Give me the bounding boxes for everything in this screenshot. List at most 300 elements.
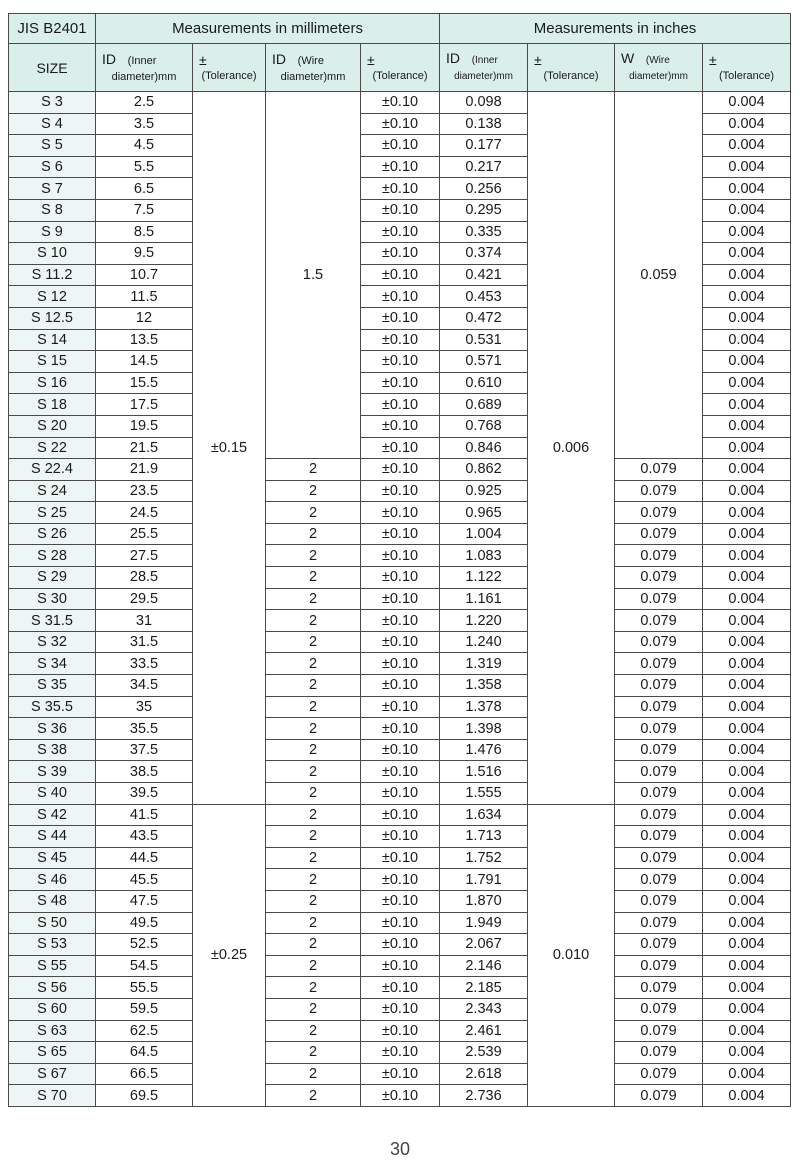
inch-wire-cell: 0.079 bbox=[615, 739, 703, 761]
inch-wire-tolerance-cell: 0.004 bbox=[703, 718, 791, 740]
inch-wire-tolerance-cell: 0.004 bbox=[703, 264, 791, 286]
mm-id-cell: 8.5 bbox=[96, 221, 193, 243]
inch-id-cell: 0.295 bbox=[440, 199, 528, 221]
inch-wire-tolerance-cell: 0.004 bbox=[703, 631, 791, 653]
size-cell: S 36 bbox=[9, 718, 96, 740]
size-cell: S 8 bbox=[9, 199, 96, 221]
mm-wire-tolerance-cell: ±0.10 bbox=[361, 437, 440, 459]
table-row bbox=[9, 934, 791, 956]
inch-id-cell: 1.378 bbox=[440, 696, 528, 718]
size-cell: S 9 bbox=[9, 221, 96, 243]
mm-id-cell: 35 bbox=[96, 696, 193, 718]
inch-wire-tolerance-cell: 0.004 bbox=[703, 178, 791, 200]
inch-wire-cell: 0.079 bbox=[615, 567, 703, 589]
inch-wire-cell: 0.079 bbox=[615, 480, 703, 502]
inch-wire-cell: 0.079 bbox=[615, 955, 703, 977]
table-row bbox=[9, 718, 791, 740]
inch-id-cell: 2.539 bbox=[440, 1042, 528, 1064]
table-row bbox=[9, 869, 791, 891]
size-cell: S 48 bbox=[9, 890, 96, 912]
size-cell: S 10 bbox=[9, 243, 96, 265]
table-row bbox=[9, 1063, 791, 1085]
inch-wire-tolerance-cell: 0.004 bbox=[703, 847, 791, 869]
mm-wire-cell: 2 bbox=[266, 912, 361, 934]
mm-id-cell: 62.5 bbox=[96, 1020, 193, 1042]
size-cell: S 22 bbox=[9, 437, 96, 459]
inch-wire-tolerance-cell: 0.004 bbox=[703, 890, 791, 912]
inch-id-cell: 2.185 bbox=[440, 977, 528, 999]
mm-wire-tolerance-cell: ±0.10 bbox=[361, 826, 440, 848]
mm-id-cell: 24.5 bbox=[96, 502, 193, 524]
mm-wire-cell: 2 bbox=[266, 1020, 361, 1042]
size-cell: S 5 bbox=[9, 135, 96, 157]
standard-label: JIS B2401 bbox=[9, 14, 96, 44]
inch-wire-cell: 0.079 bbox=[615, 696, 703, 718]
mm-id-cell: 25.5 bbox=[96, 523, 193, 545]
size-cell: S 35 bbox=[9, 675, 96, 697]
table-header bbox=[9, 14, 791, 92]
mm-tolerance-merged: ±0.25 bbox=[193, 804, 266, 1106]
inch-wire-cell: 0.079 bbox=[615, 783, 703, 805]
inch-wire-merged: 0.059 bbox=[615, 92, 703, 459]
mm-wire-tolerance-cell: ±0.10 bbox=[361, 459, 440, 481]
mm-wire-tolerance-cell: ±0.10 bbox=[361, 696, 440, 718]
inch-id-cell: 0.374 bbox=[440, 243, 528, 265]
size-cell: S 46 bbox=[9, 869, 96, 891]
inch-tolerance-header: ± (Tolerance) bbox=[528, 44, 615, 92]
size-cell: S 25 bbox=[9, 502, 96, 524]
size-cell: S 53 bbox=[9, 934, 96, 956]
mm-wire-cell: 2 bbox=[266, 610, 361, 632]
size-cell: S 12 bbox=[9, 286, 96, 308]
inch-id-cell: 2.343 bbox=[440, 998, 528, 1020]
mm-id-cell: 33.5 bbox=[96, 653, 193, 675]
inch-id-cell: 1.752 bbox=[440, 847, 528, 869]
mm-wire-tolerance-cell: ±0.10 bbox=[361, 545, 440, 567]
table-row bbox=[9, 523, 791, 545]
inch-wire-header: W (Wire diameter)mm bbox=[615, 44, 703, 92]
mm-id-cell: 2.5 bbox=[96, 92, 193, 114]
mm-wire-cell: 2 bbox=[266, 847, 361, 869]
table-row bbox=[9, 1085, 791, 1107]
inch-wire-tolerance-cell: 0.004 bbox=[703, 826, 791, 848]
size-cell: S 31.5 bbox=[9, 610, 96, 632]
table-row bbox=[9, 92, 791, 114]
mm-id-cell: 13.5 bbox=[96, 329, 193, 351]
size-cell: S 67 bbox=[9, 1063, 96, 1085]
mm-wire-cell: 2 bbox=[266, 804, 361, 826]
mm-wire-tolerance-cell: ±0.10 bbox=[361, 135, 440, 157]
inch-id-cell: 0.965 bbox=[440, 502, 528, 524]
inch-tolerance-merged: 0.006 bbox=[528, 92, 615, 805]
table-row bbox=[9, 631, 791, 653]
inch-id-cell: 0.846 bbox=[440, 437, 528, 459]
inch-id-cell: 0.768 bbox=[440, 415, 528, 437]
inch-id-cell: 1.634 bbox=[440, 804, 528, 826]
mm-wire-tolerance-cell: ±0.10 bbox=[361, 675, 440, 697]
inch-wire-tolerance-cell: 0.004 bbox=[703, 567, 791, 589]
mm-id-cell: 23.5 bbox=[96, 480, 193, 502]
inch-wire-tolerance-cell: 0.004 bbox=[703, 307, 791, 329]
mm-wire-cell: 2 bbox=[266, 502, 361, 524]
mm-wire-tolerance-cell: ±0.10 bbox=[361, 739, 440, 761]
mm-wire-tolerance-cell: ±0.10 bbox=[361, 934, 440, 956]
size-cell: S 28 bbox=[9, 545, 96, 567]
inch-id-cell: 1.555 bbox=[440, 783, 528, 805]
mm-id-cell: 41.5 bbox=[96, 804, 193, 826]
table-row bbox=[9, 783, 791, 805]
inch-wire-tolerance-cell: 0.004 bbox=[703, 696, 791, 718]
inch-wire-cell: 0.079 bbox=[615, 1020, 703, 1042]
inch-id-cell: 2.067 bbox=[440, 934, 528, 956]
mm-id-cell: 4.5 bbox=[96, 135, 193, 157]
mm-id-cell: 66.5 bbox=[96, 1063, 193, 1085]
table-row bbox=[9, 675, 791, 697]
table-row bbox=[9, 847, 791, 869]
mm-id-cell: 7.5 bbox=[96, 199, 193, 221]
inch-id-cell: 1.516 bbox=[440, 761, 528, 783]
mm-wire-tolerance-cell: ±0.10 bbox=[361, 199, 440, 221]
mm-id-cell: 15.5 bbox=[96, 372, 193, 394]
size-cell: S 44 bbox=[9, 826, 96, 848]
inch-wire-tolerance-cell: 0.004 bbox=[703, 1085, 791, 1107]
jis-b2401-size-table bbox=[8, 13, 791, 1107]
mm-id-cell: 69.5 bbox=[96, 1085, 193, 1107]
inch-id-cell: 2.146 bbox=[440, 955, 528, 977]
inch-wire-tolerance-cell: 0.004 bbox=[703, 588, 791, 610]
inch-wire-tolerance-cell: 0.004 bbox=[703, 761, 791, 783]
mm-wire-cell: 2 bbox=[266, 955, 361, 977]
table-row bbox=[9, 588, 791, 610]
mm-id-cell: 54.5 bbox=[96, 955, 193, 977]
mm-wire-tolerance-cell: ±0.10 bbox=[361, 243, 440, 265]
size-cell: S 45 bbox=[9, 847, 96, 869]
mm-id-cell: 45.5 bbox=[96, 869, 193, 891]
mm-id-cell: 35.5 bbox=[96, 718, 193, 740]
size-cell: S 39 bbox=[9, 761, 96, 783]
mm-wire-tolerance-cell: ±0.10 bbox=[361, 113, 440, 135]
inch-wire-tolerance-cell: 0.004 bbox=[703, 523, 791, 545]
mm-id-cell: 19.5 bbox=[96, 415, 193, 437]
mm-id-cell: 28.5 bbox=[96, 567, 193, 589]
mm-wire-tolerance-cell: ±0.10 bbox=[361, 998, 440, 1020]
mm-wire-cell: 2 bbox=[266, 783, 361, 805]
size-cell: S 24 bbox=[9, 480, 96, 502]
inch-id-cell: 0.571 bbox=[440, 351, 528, 373]
size-cell: S 40 bbox=[9, 783, 96, 805]
mm-wire-merged: 1.5 bbox=[266, 92, 361, 459]
inch-id-header: ID (Inner diameter)mm bbox=[440, 44, 528, 92]
inch-wire-cell: 0.079 bbox=[615, 890, 703, 912]
mm-wire-cell: 2 bbox=[266, 696, 361, 718]
inch-wire-tolerance-cell: 0.004 bbox=[703, 998, 791, 1020]
mm-id-cell: 27.5 bbox=[96, 545, 193, 567]
mm-wire-tolerance-cell: ±0.10 bbox=[361, 286, 440, 308]
size-cell: S 30 bbox=[9, 588, 96, 610]
size-cell: S 60 bbox=[9, 998, 96, 1020]
inch-id-cell: 1.358 bbox=[440, 675, 528, 697]
mm-id-cell: 29.5 bbox=[96, 588, 193, 610]
inch-id-cell: 1.713 bbox=[440, 826, 528, 848]
inch-wire-cell: 0.079 bbox=[615, 545, 703, 567]
size-cell: S 32 bbox=[9, 631, 96, 653]
mm-id-cell: 38.5 bbox=[96, 761, 193, 783]
size-cell: S 55 bbox=[9, 955, 96, 977]
mm-tolerance-header: ± (Tolerance) bbox=[193, 44, 266, 92]
inch-wire-tolerance-cell: 0.004 bbox=[703, 199, 791, 221]
inch-wire-cell: 0.079 bbox=[615, 804, 703, 826]
inch-group-header: Measurements in inches bbox=[440, 14, 791, 44]
mm-wire-tolerance-cell: ±0.10 bbox=[361, 307, 440, 329]
table-row bbox=[9, 545, 791, 567]
mm-wire-cell: 2 bbox=[266, 653, 361, 675]
inch-id-cell: 2.461 bbox=[440, 1020, 528, 1042]
inch-wire-cell: 0.079 bbox=[615, 826, 703, 848]
size-header: SIZE bbox=[9, 44, 96, 92]
mm-wire-cell: 2 bbox=[266, 761, 361, 783]
inch-id-cell: 1.791 bbox=[440, 869, 528, 891]
inch-wire-cell: 0.079 bbox=[615, 1063, 703, 1085]
inch-wire-tolerance-cell: 0.004 bbox=[703, 437, 791, 459]
inch-wire-tolerance-cell: 0.004 bbox=[703, 653, 791, 675]
inch-wire-tolerance-cell: 0.004 bbox=[703, 545, 791, 567]
mm-id-cell: 39.5 bbox=[96, 783, 193, 805]
table-row bbox=[9, 1020, 791, 1042]
mm-wire-cell: 2 bbox=[266, 523, 361, 545]
inch-id-cell: 1.161 bbox=[440, 588, 528, 610]
inch-wire-cell: 0.079 bbox=[615, 1042, 703, 1064]
mm-wire-cell: 2 bbox=[266, 567, 361, 589]
mm-id-cell: 21.5 bbox=[96, 437, 193, 459]
mm-group-header: Measurements in millimeters bbox=[96, 14, 440, 44]
inch-id-cell: 0.138 bbox=[440, 113, 528, 135]
mm-id-cell: 43.5 bbox=[96, 826, 193, 848]
mm-wire-cell: 2 bbox=[266, 1063, 361, 1085]
table-row bbox=[9, 998, 791, 1020]
inch-id-cell: 1.949 bbox=[440, 912, 528, 934]
mm-id-cell: 37.5 bbox=[96, 739, 193, 761]
inch-id-cell: 2.736 bbox=[440, 1085, 528, 1107]
inch-wire-tolerance-cell: 0.004 bbox=[703, 372, 791, 394]
mm-wire-tolerance-cell: ±0.10 bbox=[361, 955, 440, 977]
mm-wire-cell: 2 bbox=[266, 675, 361, 697]
inch-wire-tolerance-cell: 0.004 bbox=[703, 783, 791, 805]
inch-id-cell: 0.177 bbox=[440, 135, 528, 157]
mm-id-header: ID (Inner diameter)mm bbox=[96, 44, 193, 92]
size-cell: S 7 bbox=[9, 178, 96, 200]
inch-wire-cell: 0.079 bbox=[615, 869, 703, 891]
inch-wire-tolerance-cell: 0.004 bbox=[703, 869, 791, 891]
mm-wire-tolerance-cell: ±0.10 bbox=[361, 264, 440, 286]
mm-id-cell: 12 bbox=[96, 307, 193, 329]
mm-wire-tolerance-cell: ±0.10 bbox=[361, 329, 440, 351]
mm-wire-tolerance-cell: ±0.10 bbox=[361, 394, 440, 416]
mm-wire-tolerance-cell: ±0.10 bbox=[361, 415, 440, 437]
mm-id-cell: 44.5 bbox=[96, 847, 193, 869]
table-row bbox=[9, 459, 791, 481]
mm-wire-tolerance-cell: ±0.10 bbox=[361, 92, 440, 114]
inch-id-cell: 0.453 bbox=[440, 286, 528, 308]
inch-id-cell: 1.476 bbox=[440, 739, 528, 761]
mm-wire-tolerance-cell: ±0.10 bbox=[361, 653, 440, 675]
mm-tolerance-merged: ±0.15 bbox=[193, 92, 266, 805]
mm-wire-tolerance-cell: ±0.10 bbox=[361, 588, 440, 610]
table-row bbox=[9, 610, 791, 632]
table-row bbox=[9, 977, 791, 999]
mm-wire-cell: 2 bbox=[266, 890, 361, 912]
inch-wire-cell: 0.079 bbox=[615, 675, 703, 697]
inch-wire-tolerance-cell: 0.004 bbox=[703, 934, 791, 956]
mm-id-cell: 64.5 bbox=[96, 1042, 193, 1064]
table-row bbox=[9, 1042, 791, 1064]
mm-wire-header: ID (Wire diameter)mm bbox=[266, 44, 361, 92]
mm-id-cell: 6.5 bbox=[96, 178, 193, 200]
size-cell: S 3 bbox=[9, 92, 96, 114]
mm-id-cell: 55.5 bbox=[96, 977, 193, 999]
inch-id-cell: 1.004 bbox=[440, 523, 528, 545]
mm-wire-tolerance-header: ± (Tolerance) bbox=[361, 44, 440, 92]
inch-wire-cell: 0.079 bbox=[615, 610, 703, 632]
inch-id-cell: 1.398 bbox=[440, 718, 528, 740]
inch-wire-tolerance-cell: 0.004 bbox=[703, 92, 791, 114]
inch-wire-tolerance-cell: 0.004 bbox=[703, 739, 791, 761]
mm-wire-tolerance-cell: ±0.10 bbox=[361, 783, 440, 805]
table-row bbox=[9, 890, 791, 912]
mm-id-cell: 9.5 bbox=[96, 243, 193, 265]
inch-wire-cell: 0.079 bbox=[615, 934, 703, 956]
inch-wire-tolerance-cell: 0.004 bbox=[703, 1020, 791, 1042]
mm-id-cell: 3.5 bbox=[96, 113, 193, 135]
mm-wire-tolerance-cell: ±0.10 bbox=[361, 890, 440, 912]
mm-id-cell: 11.5 bbox=[96, 286, 193, 308]
mm-id-cell: 10.7 bbox=[96, 264, 193, 286]
size-cell: S 63 bbox=[9, 1020, 96, 1042]
inch-id-cell: 1.240 bbox=[440, 631, 528, 653]
mm-wire-cell: 2 bbox=[266, 934, 361, 956]
mm-wire-tolerance-cell: ±0.10 bbox=[361, 221, 440, 243]
inch-wire-tolerance-cell: 0.004 bbox=[703, 135, 791, 157]
mm-wire-tolerance-cell: ±0.10 bbox=[361, 847, 440, 869]
size-cell: S 6 bbox=[9, 156, 96, 178]
mm-wire-cell: 2 bbox=[266, 977, 361, 999]
size-cell: S 34 bbox=[9, 653, 96, 675]
inch-wire-cell: 0.079 bbox=[615, 912, 703, 934]
table-row bbox=[9, 696, 791, 718]
mm-wire-tolerance-cell: ±0.10 bbox=[361, 1020, 440, 1042]
inch-wire-cell: 0.079 bbox=[615, 631, 703, 653]
inch-wire-tolerance-cell: 0.004 bbox=[703, 1042, 791, 1064]
mm-wire-cell: 2 bbox=[266, 588, 361, 610]
inch-id-cell: 1.220 bbox=[440, 610, 528, 632]
size-cell: S 16 bbox=[9, 372, 96, 394]
inch-id-cell: 0.862 bbox=[440, 459, 528, 481]
size-cell: S 38 bbox=[9, 739, 96, 761]
size-cell: S 35.5 bbox=[9, 696, 96, 718]
size-cell: S 26 bbox=[9, 523, 96, 545]
page-number: 30 bbox=[389, 1139, 411, 1159]
table-row bbox=[9, 567, 791, 589]
inch-id-cell: 1.122 bbox=[440, 567, 528, 589]
mm-id-cell: 49.5 bbox=[96, 912, 193, 934]
size-cell: S 11.2 bbox=[9, 264, 96, 286]
table-row bbox=[9, 826, 791, 848]
mm-wire-cell: 2 bbox=[266, 869, 361, 891]
inch-id-cell: 0.472 bbox=[440, 307, 528, 329]
table-row bbox=[9, 804, 791, 826]
mm-wire-tolerance-cell: ±0.10 bbox=[361, 351, 440, 373]
inch-wire-cell: 0.079 bbox=[615, 523, 703, 545]
mm-wire-tolerance-cell: ±0.10 bbox=[361, 372, 440, 394]
inch-wire-tolerance-cell: 0.004 bbox=[703, 459, 791, 481]
mm-id-cell: 47.5 bbox=[96, 890, 193, 912]
mm-id-cell: 52.5 bbox=[96, 934, 193, 956]
inch-wire-tolerance-cell: 0.004 bbox=[703, 156, 791, 178]
inch-id-cell: 0.531 bbox=[440, 329, 528, 351]
size-cell: S 14 bbox=[9, 329, 96, 351]
mm-wire-cell: 2 bbox=[266, 998, 361, 1020]
inch-id-cell: 1.319 bbox=[440, 653, 528, 675]
size-cell: S 65 bbox=[9, 1042, 96, 1064]
size-cell: S 42 bbox=[9, 804, 96, 826]
table-row bbox=[9, 502, 791, 524]
size-cell: S 18 bbox=[9, 394, 96, 416]
inch-wire-tolerance-cell: 0.004 bbox=[703, 912, 791, 934]
table-row bbox=[9, 955, 791, 977]
inch-wire-tolerance-cell: 0.004 bbox=[703, 955, 791, 977]
inch-wire-cell: 0.079 bbox=[615, 502, 703, 524]
size-cell: S 4 bbox=[9, 113, 96, 135]
mm-wire-tolerance-cell: ±0.10 bbox=[361, 610, 440, 632]
mm-id-cell: 21.9 bbox=[96, 459, 193, 481]
inch-id-cell: 0.610 bbox=[440, 372, 528, 394]
table-row bbox=[9, 480, 791, 502]
inch-id-cell: 0.256 bbox=[440, 178, 528, 200]
mm-wire-tolerance-cell: ±0.10 bbox=[361, 178, 440, 200]
inch-wire-cell: 0.079 bbox=[615, 1085, 703, 1107]
mm-wire-cell: 2 bbox=[266, 718, 361, 740]
inch-id-cell: 1.870 bbox=[440, 890, 528, 912]
inch-wire-tolerance-cell: 0.004 bbox=[703, 221, 791, 243]
size-cell: S 22.4 bbox=[9, 459, 96, 481]
mm-wire-cell: 2 bbox=[266, 826, 361, 848]
table-body bbox=[9, 92, 791, 1107]
inch-tolerance-merged: 0.010 bbox=[528, 804, 615, 1106]
inch-id-cell: 1.083 bbox=[440, 545, 528, 567]
mm-id-cell: 5.5 bbox=[96, 156, 193, 178]
size-cell: S 50 bbox=[9, 912, 96, 934]
table-row bbox=[9, 912, 791, 934]
inch-wire-cell: 0.079 bbox=[615, 588, 703, 610]
mm-wire-tolerance-cell: ±0.10 bbox=[361, 502, 440, 524]
mm-wire-tolerance-cell: ±0.10 bbox=[361, 480, 440, 502]
size-cell: S 20 bbox=[9, 415, 96, 437]
mm-id-cell: 14.5 bbox=[96, 351, 193, 373]
inch-wire-cell: 0.079 bbox=[615, 718, 703, 740]
inch-wire-tolerance-cell: 0.004 bbox=[703, 977, 791, 999]
inch-wire-tolerance-cell: 0.004 bbox=[703, 610, 791, 632]
mm-wire-tolerance-cell: ±0.10 bbox=[361, 567, 440, 589]
inch-wire-cell: 0.079 bbox=[615, 761, 703, 783]
inch-id-cell: 0.098 bbox=[440, 92, 528, 114]
inch-id-cell: 2.618 bbox=[440, 1063, 528, 1085]
inch-wire-tolerance-cell: 0.004 bbox=[703, 804, 791, 826]
table-row bbox=[9, 739, 791, 761]
inch-wire-cell: 0.079 bbox=[615, 459, 703, 481]
mm-wire-tolerance-cell: ±0.10 bbox=[361, 977, 440, 999]
mm-wire-tolerance-cell: ±0.10 bbox=[361, 718, 440, 740]
mm-id-cell: 31 bbox=[96, 610, 193, 632]
table-row bbox=[9, 653, 791, 675]
